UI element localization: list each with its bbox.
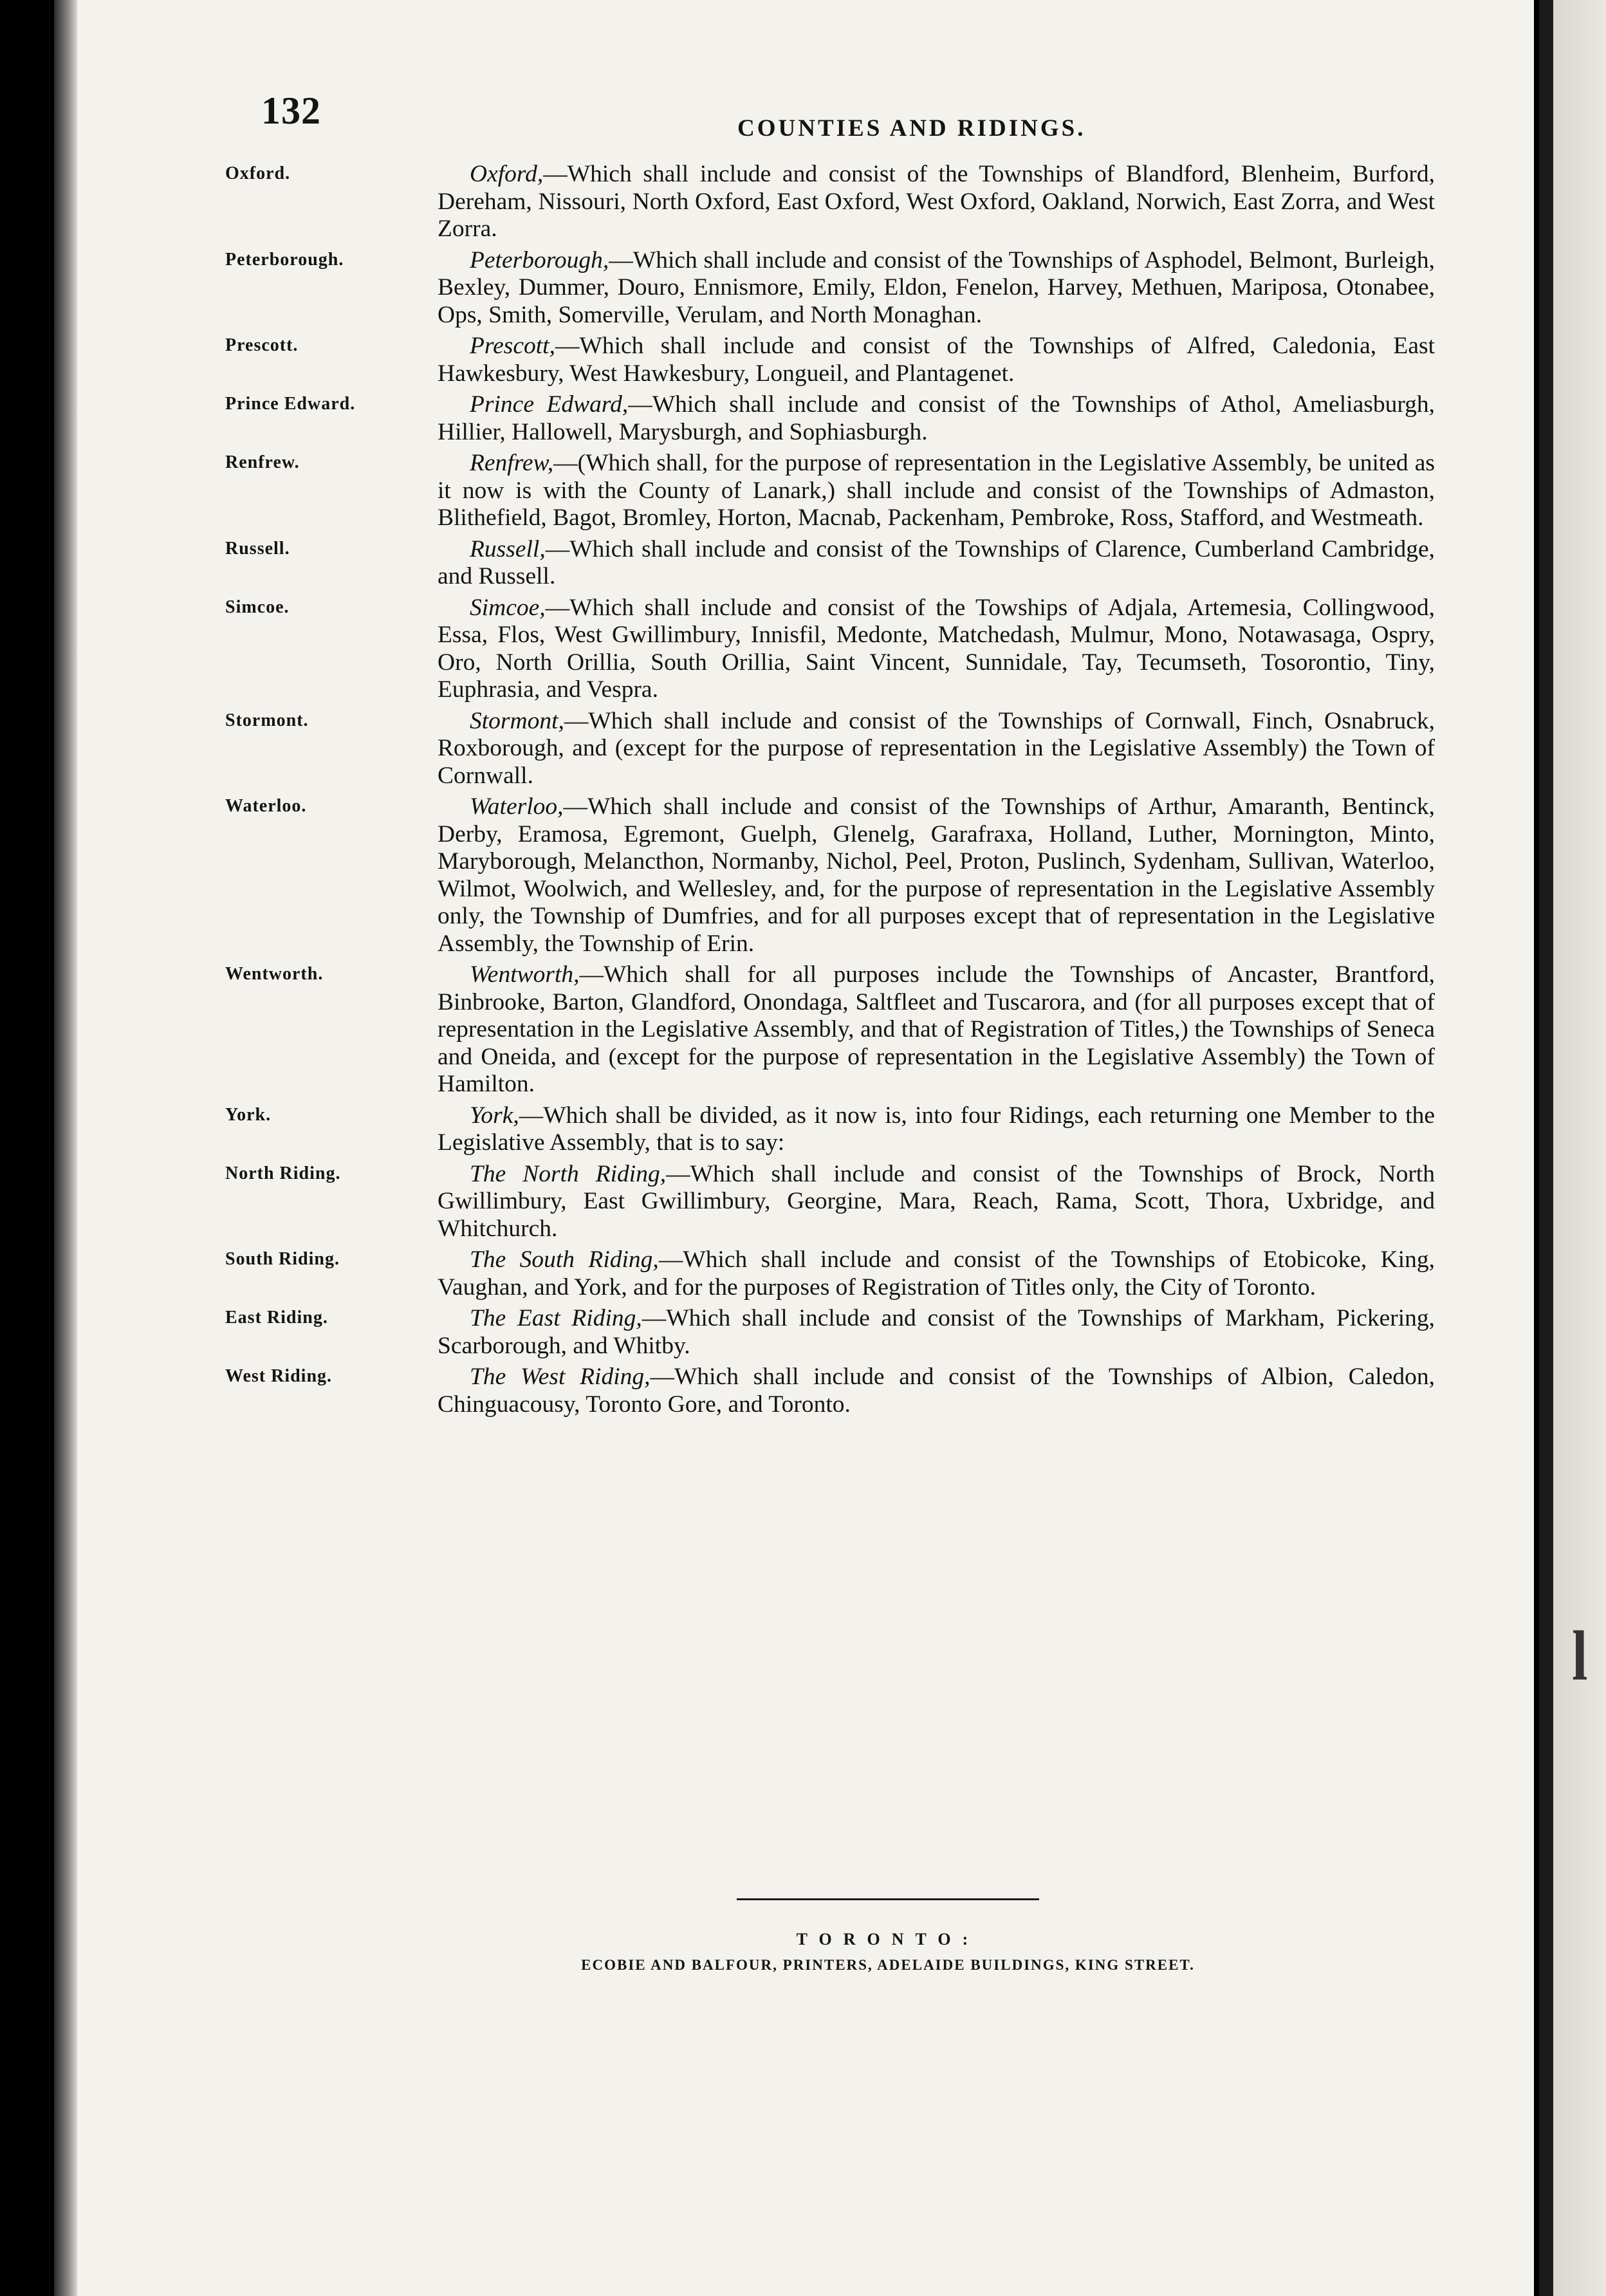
side-label: Peterborough.	[225, 249, 344, 270]
entry-name: Russell,	[470, 535, 546, 562]
entry-name: Prince Edward,	[470, 391, 629, 418]
side-label: Renfrew.	[225, 452, 300, 472]
entry-body: —Which shall include and consist of the Townships of Albion, Caledon, Chinguacousy, Toronto Gore, and Toronto.	[438, 1364, 1435, 1418]
county-entry	[219, 1102, 1454, 1157]
side-label: Oxford.	[225, 163, 291, 183]
side-label: Prince Edward.	[225, 394, 356, 414]
entry-body: —Which shall include and consist of the Townships of Arthur, Amaranth, Bentinck, Derby, Eramosa, Egremont, Guelph, Glenelg, Garafraxa, Holland, Luther, Mornington, Minto, Maryborough, Melancthon, Normanby, Nichol, Peel, Proton, Puslinch, Sydenham, Sullivan, Waterloo, Wilmot, Woolwich, and Wellesley, and, for the purpose of representation in the Legislative Assembly only, the Township of Dumfries, and for all purposes except that of representation in the Legislative Assembly, the Township of Erin.	[438, 793, 1435, 957]
entries-list	[219, 161, 1454, 1422]
county-entry	[219, 333, 1454, 387]
county-entry	[219, 793, 1454, 958]
entry-text	[438, 450, 1435, 532]
entry-text	[438, 708, 1435, 790]
side-label: South Riding.	[225, 1249, 340, 1269]
entry-name: Prescott,	[470, 333, 555, 359]
entry-body: —Which shall for all purposes include the Townships of Ancaster, Brantford, Binbrooke, Barton, Glandford, Onondaga, Saltfleet and Tuscarora, and (for all purposes except that of representation in the Legislative Assembly, and that of Registration of Titles,) the Townships of Seneca and Oneida, and (except for the purpose of representation in the Legislative Assembly) the Town of Hamilton.	[438, 961, 1435, 1097]
entry-body: —Which shall be divided, as it now is, into four Ridings, each returning one Member to the Legislative Assembly, that is to say:	[438, 1102, 1435, 1156]
side-label: Wentworth.	[225, 964, 324, 984]
entry-name: The East Riding,	[470, 1305, 642, 1331]
entry-body: —Which shall include and consist of the Townships of Brock, North Gwillimbury, East Gwillimbury, Georgine, Mara, Reach, Rama, Scott, Thora, Uxbridge, and Whitchurch.	[438, 1160, 1435, 1242]
entry-name: Peterborough,	[470, 246, 609, 273]
imprint-printer: ECOBIE AND BALFOUR, PRINTERS, ADELAIDE BUILDINGS, KING STREET.	[581, 1957, 1195, 1973]
entry-text	[438, 595, 1435, 704]
entry-body: —Which shall include and consist of the Townships of Etobicoke, King, Vaughan, and York, and for the purposes of Registration of Titles only, the City of Toronto.	[438, 1246, 1435, 1301]
entry-name: The North Riding,	[470, 1160, 667, 1187]
county-entry	[219, 161, 1454, 243]
entry-name: Oxford,	[470, 161, 544, 187]
county-entry	[219, 1305, 1454, 1360]
side-label: North Riding.	[225, 1163, 341, 1183]
imprint-rule	[737, 1898, 1039, 1900]
entry-text	[438, 1305, 1435, 1360]
entry-body: —Which shall include and consist of the Townships of Athol, Ameliasburgh, Hillier, Hallowell, Marysburgh, and Sophiasburgh.	[438, 391, 1435, 445]
entry-name: Simcoe,	[470, 594, 546, 621]
county-entry	[219, 1364, 1454, 1418]
entry-body: —Which shall include and consist of the Townships of Markham, Pickering, Scarborough, and Whitby.	[438, 1305, 1435, 1359]
entry-text	[438, 1246, 1435, 1301]
facing-page-edge	[1539, 0, 1606, 2296]
entry-name: Renfrew,	[470, 450, 554, 476]
entry-text	[438, 793, 1435, 958]
county-entry	[219, 961, 1454, 1098]
entry-text	[438, 391, 1435, 446]
side-label: Simcoe.	[225, 597, 290, 617]
entry-body: —Which shall include and consist of the Townships of Blandford, Blenheim, Burford, Dereham, Nissouri, North Oxford, East Oxford, West Oxford, Oakland, Norwich, East Zorra, and West Zorra.	[438, 161, 1435, 242]
entry-text	[438, 1102, 1435, 1157]
imprint-city: TORONTO:	[796, 1930, 980, 1949]
county-entry	[219, 247, 1454, 329]
side-label: Stormont.	[225, 710, 309, 730]
entry-name: Wentworth,	[470, 961, 580, 988]
entry-text	[438, 1161, 1435, 1243]
entry-body: —Which shall include and consist of the Townships of Asphodel, Belmont, Burleigh, Bexley, Dummer, Douro, Ennismore, Emily, Eldon, Fenelon, Harvey, Methuen, Mariposa, Otonabee, Ops, Smith, Somerville, Verulam, and North Monaghan.	[438, 246, 1435, 328]
side-label: West Riding.	[225, 1366, 333, 1386]
entry-text	[438, 536, 1435, 591]
county-entry	[219, 1246, 1454, 1301]
page-number: 132	[261, 89, 321, 132]
entry-text	[438, 161, 1435, 243]
side-label: Waterloo.	[225, 796, 307, 816]
side-label: Prescott.	[225, 335, 299, 355]
entry-text	[438, 1364, 1435, 1418]
entry-name: York,	[470, 1102, 519, 1129]
side-label: York.	[225, 1104, 272, 1125]
side-label: East Riding.	[225, 1308, 328, 1328]
county-entry	[219, 450, 1454, 532]
entry-name: Waterloo,	[470, 793, 564, 820]
entry-text	[438, 247, 1435, 329]
entry-body: —Which shall include and consist of the Towships of Adjala, Artemesia, Collingwood, Essa, Flos, West Gwillimbury, Innisfil, Medonte, Matchedash, Mulmur, Mono, Notawasaga, Ospry, Oro, North Orillia, South Orillia, Saint Vincent, Sunnidale, Tay, Tecumseth, Tosorontio, Tiny, Euphrasia, and Vespra.	[438, 594, 1435, 703]
entry-body: —Which shall include and consist of the Townships of Clarence, Cumberland Cambridge, and Russell.	[438, 535, 1435, 589]
entry-text	[438, 333, 1435, 387]
facing-page-fragment: l	[1572, 1616, 1588, 1695]
entry-body: —Which shall include and consist of the Townships of Alfred, Caledonia, East Hawkesbury, West Hawkesbury, Longueil, and Plantagenet.	[438, 333, 1435, 387]
county-entry	[219, 391, 1454, 446]
binding-gutter	[54, 0, 77, 2296]
entry-name: Stormont,	[470, 707, 564, 734]
page-header	[261, 89, 1188, 147]
county-entry	[219, 1161, 1454, 1243]
county-entry	[219, 536, 1454, 591]
entry-text	[438, 961, 1435, 1098]
county-entry	[219, 708, 1454, 790]
entry-name: The West Riding,	[470, 1364, 651, 1390]
entry-body: —Which shall include and consist of the Townships of Cornwall, Finch, Osnabruck, Roxborough, and (except for the purpose of representation in the Legislative Assembly) the Town of Cornwall.	[438, 707, 1435, 789]
running-head: COUNTIES AND RIDINGS.	[737, 115, 1086, 142]
entry-body: —(Which shall, for the purpose of representation in the Legislative Assembly, be united as it now is with the County of Lanark,) shall include and consist of the Townships of Admaston, Blithefield, Bagot, Bromley, Horton, Macnab, Packenham, Pembroke, Ross, Stafford, and Westmeath.	[438, 450, 1435, 531]
imprint	[502, 1898, 1274, 1974]
county-entry	[219, 595, 1454, 704]
side-label: Russell.	[225, 538, 290, 559]
entry-name: The South Riding,	[470, 1246, 659, 1273]
